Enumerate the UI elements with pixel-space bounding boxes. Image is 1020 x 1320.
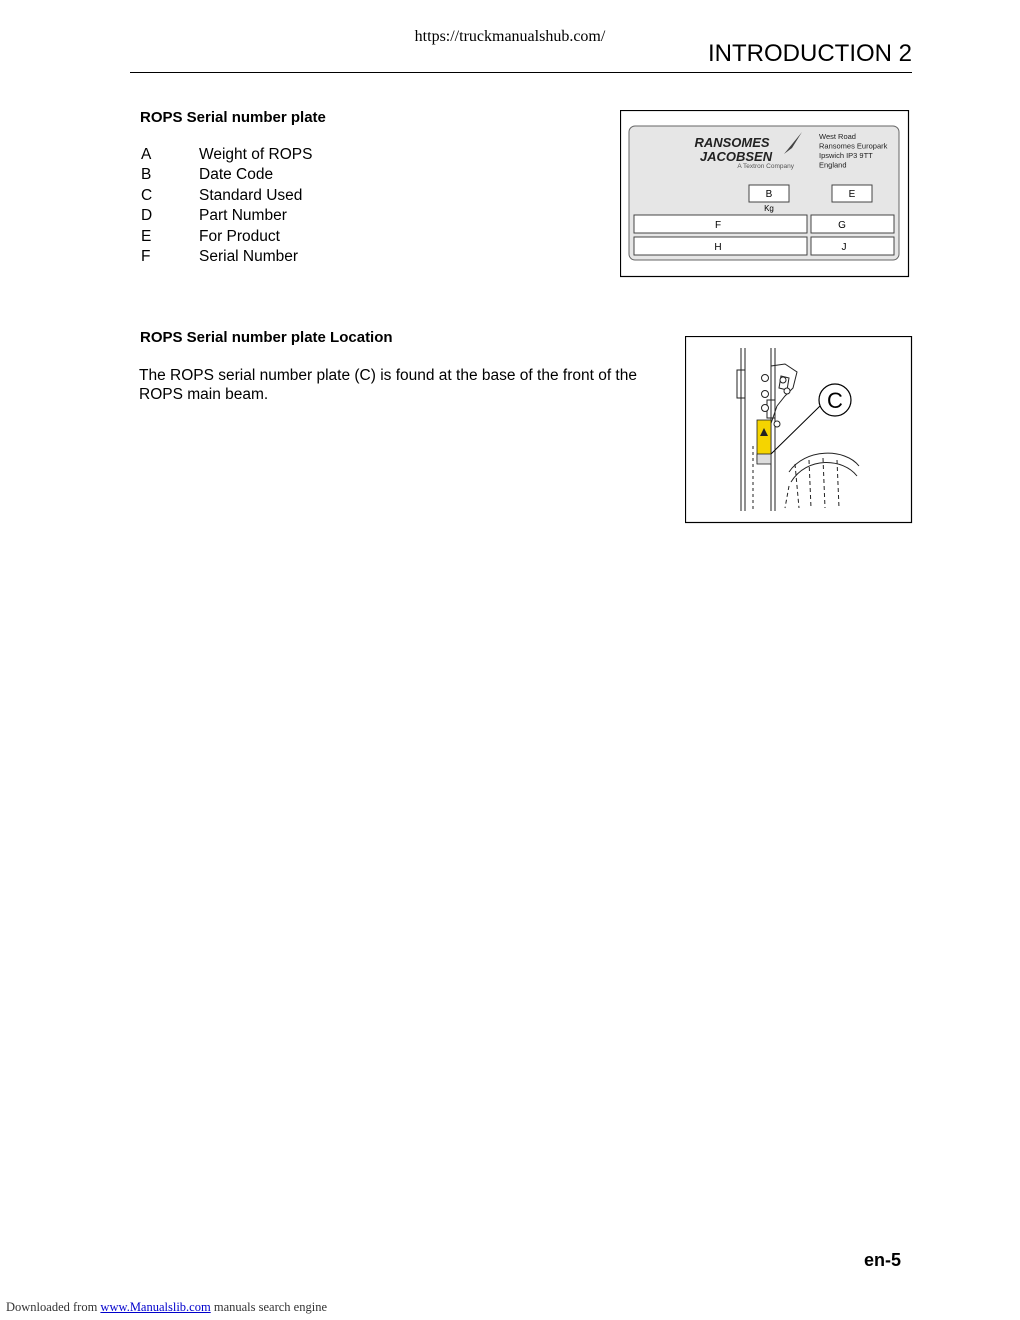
serial-plate-marker: [757, 454, 771, 464]
plate-address-line: Ipswich IP3 9TT: [819, 151, 873, 160]
plate-field-g-label: G: [838, 220, 846, 231]
legend-item: [141, 146, 312, 166]
plate-brand-line2: JACOBSEN: [699, 149, 773, 164]
section-heading-location: ROPS Serial number plate Location: [140, 329, 393, 346]
legend-label: Serial Number: [199, 247, 299, 265]
legend-item: [141, 228, 312, 248]
legend-key: C: [141, 186, 153, 204]
plate-legend: [141, 146, 312, 268]
plate-brand-line1: RANSOMES: [694, 135, 770, 150]
legend-item: [141, 207, 312, 227]
serial-plate-figure: [620, 110, 910, 278]
header-rule: [130, 72, 912, 73]
plate-field-e-label: E: [848, 189, 856, 200]
plate-field-j: [811, 237, 894, 255]
plate-field-f-label: F: [714, 220, 722, 231]
figure-frame: [686, 337, 912, 523]
plate-field-h-label: H: [714, 242, 722, 253]
plate-tagline: A Textron Company: [737, 163, 794, 170]
page-number: en-5: [863, 1250, 901, 1270]
rops-location-figure: [685, 336, 913, 524]
plate-field-j-label: J: [841, 242, 847, 253]
legend-label: Weight of ROPS: [199, 146, 313, 163]
plate-field-b-unit: Kg: [764, 204, 774, 213]
download-notice: [6, 1300, 327, 1315]
legend-key: E: [141, 227, 152, 245]
download-prefix: Downloaded from: [6, 1300, 98, 1314]
location-description: The ROPS serial number plate (C) is found at the base of the front of the ROPS main beam.: [139, 367, 637, 403]
legend-key: D: [141, 207, 153, 225]
source-url: https://truckmanualshub.com/: [414, 28, 606, 45]
plate-address-line: Ransomes Europark: [819, 141, 888, 151]
legend-label: Date Code: [199, 166, 274, 184]
section-heading-plate: ROPS Serial number plate: [140, 109, 326, 126]
plate-field-b-label: B: [765, 189, 773, 200]
callout-label: C: [827, 388, 843, 413]
legend-key: B: [141, 166, 152, 184]
legend-key: A: [141, 146, 152, 163]
plate-address-line: England: [819, 160, 847, 170]
legend-label: For Product: [199, 227, 280, 245]
legend-item: [141, 187, 312, 207]
plate-field-g: [811, 215, 894, 233]
chapter-title: INTRODUCTION 2: [708, 40, 912, 67]
legend-item: [141, 166, 312, 186]
manualslib-link[interactable]: www.Manualslib.com: [100, 1300, 211, 1314]
download-suffix: manuals search engine: [213, 1300, 327, 1314]
legend-key: F: [141, 247, 151, 265]
plate-address-line: West Road: [819, 132, 856, 141]
legend-item: [141, 248, 312, 268]
legend-label: Standard Used: [199, 186, 303, 204]
legend-label: Part Number: [199, 207, 287, 225]
